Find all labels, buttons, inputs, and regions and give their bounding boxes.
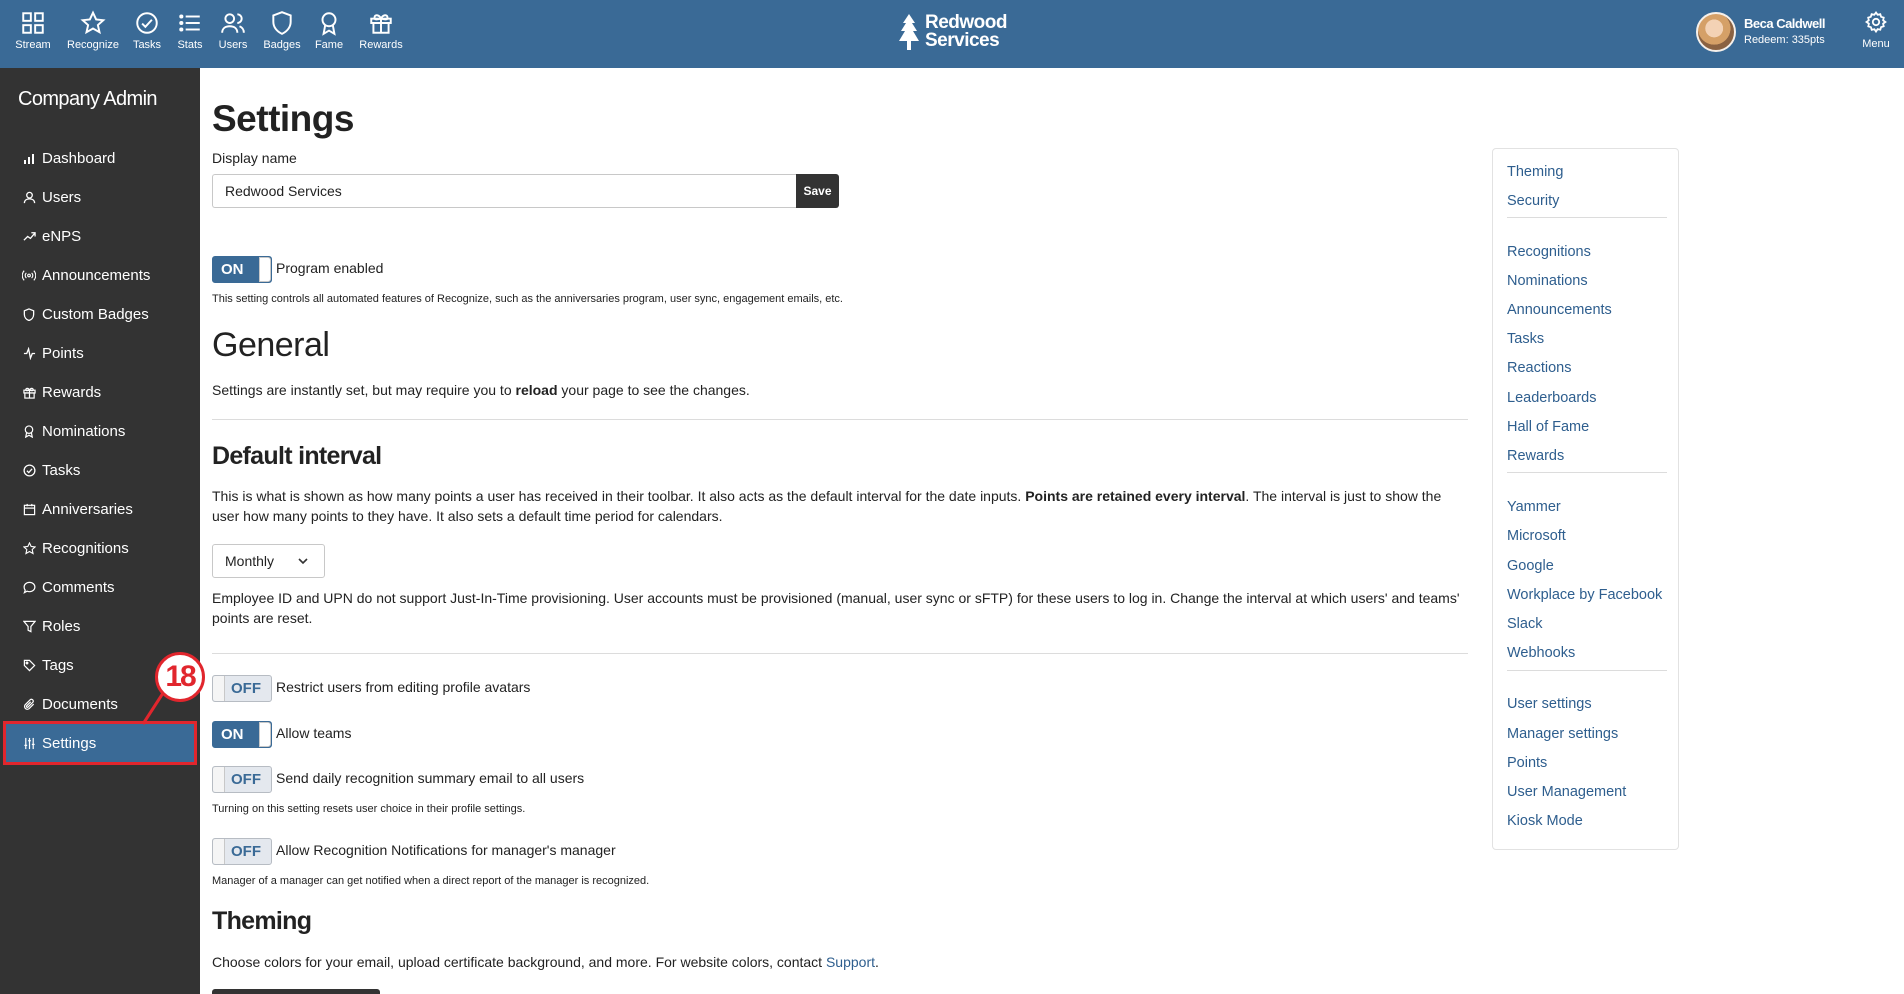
nav-stream-label: Stream: [15, 39, 51, 51]
nav-users-label: Users: [218, 39, 248, 51]
sidebar-item-anniversaries[interactable]: [6, 490, 194, 528]
manager-notifications-note: Manager of a manager can get notified when a direct report of the manager is recognized.: [212, 875, 650, 887]
award-icon: [22, 424, 36, 438]
sidebar-item-points[interactable]: [6, 334, 194, 372]
section-link-manager-settings[interactable]: Manager settings: [1507, 726, 1619, 742]
section-link-webhooks[interactable]: Webhooks: [1507, 645, 1576, 661]
toggle-state: OFF: [231, 771, 261, 788]
general-text: Settings are instantly set, but may require you to reload your page to see the changes.: [212, 382, 750, 398]
save-button[interactable]: Save: [796, 174, 839, 208]
gift-icon: [368, 10, 394, 36]
gift-icon: [22, 385, 36, 399]
menu-button[interactable]: [1856, 10, 1896, 50]
nav-recognize-label: Recognize: [67, 39, 119, 51]
check-circle-icon: [22, 463, 36, 477]
nav-rewards-label: Rewards: [359, 39, 403, 51]
page-title: Settings: [212, 98, 354, 139]
section-link-points[interactable]: Points: [1507, 755, 1548, 771]
toggle-state: OFF: [231, 843, 261, 860]
sidebar-item-comments[interactable]: [6, 568, 194, 606]
sidebar-item-label: Comments: [42, 578, 115, 596]
filter-icon: [22, 619, 36, 633]
comment-icon: [22, 580, 36, 594]
section-link-theming[interactable]: Theming: [1507, 164, 1564, 180]
sidebar-title: Company Admin: [18, 88, 157, 110]
annotation-badge: 18: [155, 652, 205, 702]
display-name-label: Display name: [212, 150, 297, 166]
interval-select[interactable]: [212, 544, 325, 578]
paperclip-icon: [22, 697, 36, 711]
shield-icon: [269, 10, 295, 36]
shield-icon: [22, 307, 36, 321]
section-link-reactions[interactable]: Reactions: [1507, 360, 1572, 376]
program-enabled-toggle[interactable]: [212, 256, 272, 283]
sidebar-item-enps[interactable]: [6, 217, 194, 255]
toggle-state: OFF: [231, 680, 261, 697]
daily-summary-label: Send daily recognition summary email to all users: [276, 770, 585, 786]
section-link-security[interactable]: Security: [1507, 193, 1560, 209]
list-icon: [177, 10, 203, 36]
sidebar-item-label: Announcements: [42, 266, 151, 284]
star-icon: [22, 541, 36, 555]
sidebar-item-label: Tasks: [42, 461, 81, 479]
sidebar-item-label: Documents: [42, 695, 118, 713]
tag-icon: [22, 658, 36, 672]
allow-teams-toggle[interactable]: [212, 721, 272, 748]
section-link-leaderboards[interactable]: Leaderboards: [1507, 390, 1597, 406]
theming-heading: Theming: [212, 907, 312, 935]
section-link-microsoft[interactable]: Microsoft: [1507, 528, 1566, 544]
sidebar-item-label: Users: [42, 188, 82, 206]
section-link-recognitions[interactable]: Recognitions: [1507, 244, 1591, 260]
restrict-avatars-label: Restrict users from editing profile avatars: [276, 679, 531, 695]
sidebar-item-label: Anniversaries: [42, 500, 133, 518]
trend-icon: [22, 229, 36, 243]
activity-icon: [22, 346, 36, 360]
nav-stream[interactable]: [3, 10, 63, 51]
section-link-yammer[interactable]: Yammer: [1507, 499, 1561, 515]
section-link-nominations[interactable]: Nominations: [1507, 273, 1588, 289]
sidebar-item-label: eNPS: [42, 227, 82, 245]
sidebar-item-nominations[interactable]: [6, 412, 194, 450]
section-link-workplace[interactable]: Workplace by Facebook: [1507, 587, 1663, 603]
sidebar-item-tasks[interactable]: [6, 451, 194, 489]
user-icon: [22, 190, 36, 204]
user-name: Beca Caldwell: [1744, 16, 1825, 31]
sidebar-item-label: Dashboard: [42, 149, 116, 167]
theming-text: Choose colors for your email, upload certificate background, and more. For website colors, contact Support.: [212, 954, 879, 970]
sidebar-item-custom-badges[interactable]: [6, 295, 194, 333]
sidebar-item-rewards[interactable]: [6, 373, 194, 411]
sidebar-item-label: Rewards: [42, 383, 102, 401]
section-link-tasks[interactable]: Tasks: [1507, 331, 1545, 347]
nav-rewards[interactable]: [351, 10, 411, 51]
interval-selected-value: Monthly: [225, 553, 275, 569]
settings-section-nav: [1492, 148, 1679, 850]
user-profile[interactable]: [1696, 12, 1846, 56]
sidebar-item-label: Settings: [42, 734, 97, 752]
award-icon: [316, 10, 342, 36]
tree-icon: [898, 14, 920, 50]
sidebar-item-label: Roles: [42, 617, 81, 635]
sidebar-item-label: Recognitions: [42, 539, 129, 557]
sidebar-item-announcements[interactable]: [6, 256, 194, 294]
star-icon: [80, 10, 106, 36]
manager-notifications-toggle[interactable]: [212, 838, 272, 865]
daily-summary-note: Turning on this setting resets user choice in their profile settings.: [212, 803, 526, 815]
bar-chart-icon: [22, 151, 36, 165]
daily-summary-toggle[interactable]: [212, 766, 272, 793]
nav-stats-label: Stats: [177, 39, 203, 51]
user-redeem-points: Redeem: 335pts: [1744, 34, 1825, 46]
display-name-input[interactable]: [212, 174, 796, 208]
sidebar-item-users[interactable]: [6, 178, 194, 216]
section-link-google[interactable]: Google: [1507, 558, 1554, 574]
brand-line1: Redwood: [925, 12, 1007, 33]
section-link-announcements[interactable]: Announcements: [1507, 302, 1612, 318]
divider: [212, 653, 1468, 654]
brand-line2: Services: [925, 30, 1000, 51]
support-link[interactable]: Support: [825, 954, 876, 970]
restrict-avatars-toggle[interactable]: [212, 675, 272, 702]
nav-recognize[interactable]: [63, 10, 123, 51]
program-enabled-label: Program enabled: [276, 260, 384, 276]
broadcast-icon: [22, 268, 36, 282]
chevron-down-icon: [296, 554, 310, 568]
nav-tasks-label: Tasks: [132, 39, 162, 51]
theming-button[interactable]: [212, 989, 380, 994]
grid-icon: [20, 10, 46, 36]
section-link-hall-of-fame[interactable]: Hall of Fame: [1507, 419, 1590, 435]
settings-main: [212, 68, 1468, 994]
menu-label: Menu: [1862, 38, 1890, 50]
users-icon: [220, 10, 246, 36]
nav-fame[interactable]: [299, 10, 359, 51]
default-interval-heading: Default interval: [212, 442, 382, 470]
nav-badges-label: Badges: [263, 39, 301, 51]
nav-fame-label: Fame: [314, 39, 344, 51]
interval-note: Employee ID and UPN do not support Just-In-Time provisioning. User accounts must be provisioned (manual, user sync or sFTP) for these users to log in. Change the interval at which users' and teams' points are reset.: [212, 590, 1460, 626]
allow-teams-label: Allow teams: [276, 725, 352, 741]
sidebar-item-label: Custom Badges: [42, 305, 149, 323]
section-link-rewards[interactable]: Rewards: [1507, 448, 1565, 464]
gear-icon: [1864, 10, 1888, 34]
divider: [212, 419, 1468, 420]
section-link-user-settings[interactable]: User settings: [1507, 696, 1592, 712]
general-heading: General: [212, 326, 330, 364]
sidebar-item-roles[interactable]: [6, 607, 194, 645]
avatar[interactable]: [1696, 12, 1736, 52]
program-enabled-note: This setting controls all automated features of Recognize, such as the anniversaries program, user sync, engagement emails, etc.: [212, 293, 843, 305]
sidebar-item-recognitions[interactable]: [6, 529, 194, 567]
sidebar-item-label: Points: [42, 344, 84, 362]
check-circle-icon: [134, 10, 160, 36]
brand-logo[interactable]: [898, 12, 1018, 56]
calendar-icon: [22, 502, 36, 516]
default-interval-text: This is what is shown as how many points a user has received in their toolbar. It also acts as the default interval for the date inputs. Points are retained every interval. The interval is just to show the user how many points to they have. It also sets a default time period for calendars.: [212, 488, 1442, 524]
top-navbar: [0, 0, 1904, 68]
manager-notifications-label: Allow Recognition Notifications for manager's manager: [276, 842, 616, 858]
section-link-kiosk-mode[interactable]: Kiosk Mode: [1507, 813, 1583, 829]
sidebar-item-label: Tags: [42, 656, 74, 674]
sliders-icon: [22, 736, 36, 750]
sidebar-item-label: Nominations: [42, 422, 126, 440]
toggle-state: ON: [221, 726, 244, 743]
section-link-user-management[interactable]: User Management: [1507, 784, 1627, 800]
sidebar-item-dashboard[interactable]: [6, 139, 194, 177]
admin-sidebar: [0, 68, 200, 994]
section-link-slack[interactable]: Slack: [1507, 616, 1543, 632]
toggle-state: ON: [221, 261, 244, 278]
